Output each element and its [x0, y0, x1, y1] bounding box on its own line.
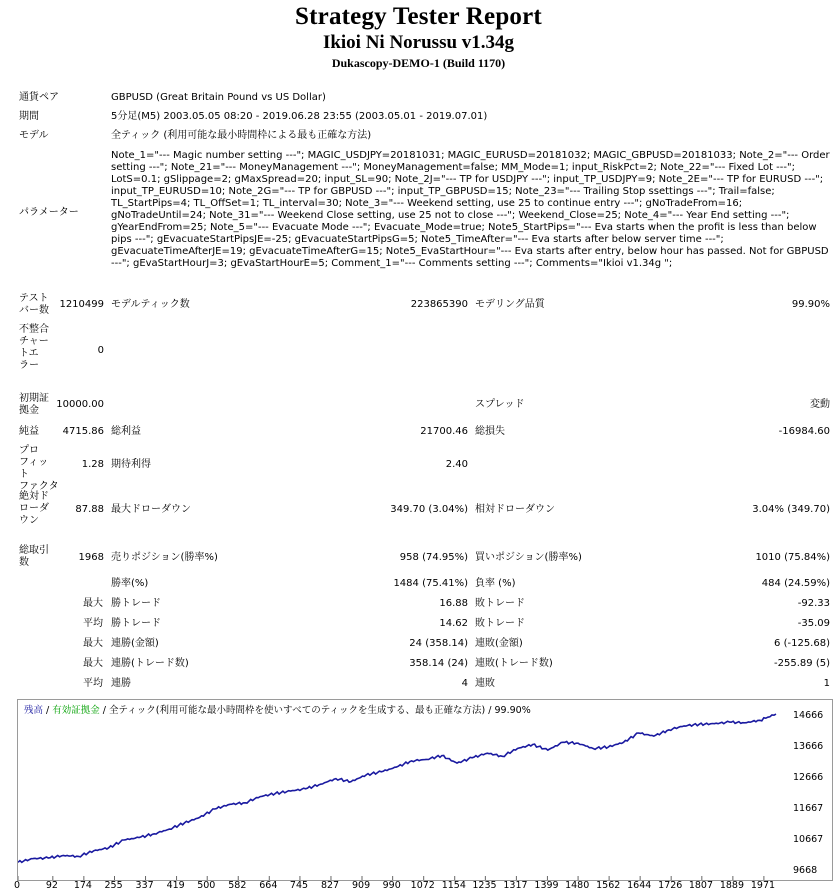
abs-drawdown-label: 絶対ド ローダ ウン — [19, 491, 49, 526]
largest-win-label: 勝トレード — [111, 598, 161, 609]
gross-loss-value: -16984.60 — [778, 426, 830, 437]
max-consec-cnt-label: 最大 — [83, 658, 103, 669]
y-tick-label: 13666 — [793, 741, 824, 752]
avg-consec-losses-label: 連敗 — [475, 678, 495, 689]
max-consec-amt-label: 最大 — [83, 638, 103, 649]
bars-label: テスト バー数 — [19, 293, 49, 316]
balance-chart — [17, 699, 833, 881]
gross-loss-label: 総損失 — [475, 426, 505, 437]
long-positions-label: 買いポジション(勝率%) — [475, 552, 582, 563]
period-value: 5分足(M5) 2003.05.05 08:20 - 2019.06.28 23:55 (2003.05.01 - 2019.07.01) — [111, 111, 488, 122]
x-tick-label: 500 — [197, 880, 216, 891]
average-consec-label: 平均 — [83, 678, 103, 689]
x-tick-label: 1399 — [534, 880, 559, 891]
gross-profit-label: 総利益 — [111, 426, 141, 437]
abs-drawdown-value: 87.88 — [75, 504, 104, 515]
mismatch-label: 不整合 チャー トエ ラー — [19, 324, 49, 371]
average-loss-label: 敗トレード — [475, 618, 525, 629]
rel-drawdown-value: 3.04% (349.70) — [752, 504, 830, 515]
spread-value: 変動 — [810, 399, 830, 410]
long-positions-value: 1010 (75.84%) — [755, 552, 830, 563]
x-tick-label: 174 — [73, 880, 92, 891]
y-tick-label: 12666 — [793, 772, 824, 784]
consec-losses-amt-label: 連敗(金額) — [475, 638, 523, 649]
x-tick-label: 1726 — [658, 880, 683, 891]
consec-losses-amt-value: 6 (-125.68) — [774, 638, 830, 649]
consec-wins-amt-value: 24 (358.14) — [409, 638, 468, 649]
params-label: パラメーター — [19, 207, 79, 218]
x-tick-label: 255 — [104, 880, 123, 891]
largest-loss-label: 敗トレード — [475, 598, 525, 609]
legend-quality: 99.90% — [494, 705, 531, 716]
average-win-label: 勝トレード — [111, 618, 161, 629]
consec-wins-amt-label: 連勝(金額) — [111, 638, 159, 649]
x-tick-label: 1072 — [410, 880, 435, 891]
x-tick-label: 337 — [135, 880, 154, 891]
average-win-value: 14.62 — [439, 618, 468, 629]
x-tick-label: 664 — [259, 880, 278, 891]
loss-pct-label: 負率 (%) — [475, 578, 516, 589]
x-tick-label: 1644 — [627, 880, 652, 891]
profit-factor-label: プロ フィッ ト ファクタ — [19, 445, 59, 492]
x-tick-label: 1889 — [719, 880, 745, 891]
quality-value: 99.90% — [791, 299, 830, 310]
legend-balance: 残高 — [24, 705, 44, 716]
x-tick-label: 745 — [289, 880, 309, 891]
average-loss-value: -35.09 — [797, 618, 830, 629]
deposit-label: 初期証 拠金 — [19, 393, 49, 416]
net-label: 純益 — [19, 426, 39, 437]
expected-payoff-label: 期待利得 — [111, 459, 151, 470]
largest-win-value: 16.88 — [439, 598, 468, 609]
ticks-value: 223865390 — [410, 299, 468, 310]
mismatch-value: 0 — [97, 345, 104, 356]
symbol-label: 通貨ペア — [19, 92, 59, 103]
win-pct-label: 勝率(%) — [111, 578, 149, 589]
params-value: Note_1="--- Magic number setting ---"; MAGIC_USDJPY=20181031; MAGIC_EURUSD=20181032; MAGIC_GBPUSD=20181033; Note_2="--- Order setting ---"; Note_21="--- MoneyManagement ---"; MoneyManagement=false; MM_Mode=1; input_RiskPct=2; Note_22="--- Fixed Lot ---"; LotS=0.1; gSlippage=2; gMaxSpread=20; input_SL=90; Note_2J="--- TP for USDJPY ---"; input_TP_USDJPY=9; Note_2E="--- TP for EURUSD ---"; input_TP_EURUSD=10; Note_2G="--- TP for GBPUSD ---"; input_TP_GBPUSD=15; Note_23="--- Trailing Stop ssettings ---"; Trail=false; TL_StartPips=4; TL_OffSet=1; TL_interval=30; Note_3="--- Weekend setting, use 25 to continue entry ---"; gNoTradeFrom=16; gNoTradeUntil=24; Note_31="--- Weekend Close setting, use 25 not to close ---"; Weekend_Close=25; Note_4="--- Year End setting ---"; gYearEndFrom=25; Note_5="--- Evacuate Mode ---"; Evacuate_Mode=true; Note5_StartPips="--- Eva starts when the profit is less than below pips ---"; gEvacuateStartPipsJE=-25; gEvacuateStartPipsG=5; Note5_TimeAfter="--- Eva starts after below server time ---"; gEvacuateTimeAfterJE=19; gEvacuateTimeAfterG=15; Note5_EvaStartHour="--- Eva starts after entry, below hour has passed. Not for GBPUSD ---"; gEvaStartHourJ=3; gEvaStartHourE=5; Comment_1="--- Comments setting ---"; Comments="Ikioi v1.34g "; — [111, 150, 830, 269]
x-tick-label: 909 — [351, 880, 371, 891]
loss-pct-value: 484 (24.59%) — [761, 578, 830, 589]
x-tick-label: 1971 — [750, 880, 776, 891]
x-tick-label: 419 — [166, 880, 185, 891]
x-tick-label: 827 — [320, 880, 340, 891]
expected-payoff-value: 2.40 — [445, 459, 468, 470]
x-tick-label: 92 — [45, 880, 58, 891]
x-tick-label: 0 — [14, 880, 21, 891]
y-tick-label: 11667 — [793, 803, 824, 814]
x-tick-label: 582 — [228, 880, 247, 891]
total-trades-label: 総取引 数 — [19, 545, 49, 568]
short-positions-label: 売りポジション(勝率%) — [111, 552, 218, 563]
legend-separator: / — [43, 705, 53, 716]
max-drawdown-value: 349.70 (3.04%) — [390, 504, 468, 515]
consec-wins-cnt-label: 連勝(トレード数) — [111, 658, 189, 669]
average-label: 平均 — [83, 618, 103, 629]
consec-wins-cnt-value: 358.14 (24) — [409, 658, 468, 669]
net-value: 4715.86 — [62, 426, 104, 437]
expert-name: Ikioi Ni Norussu v1.34g — [322, 32, 515, 53]
gross-profit-value: 21700.46 — [420, 426, 468, 437]
rel-drawdown-label: 相対ドローダウン — [475, 504, 555, 515]
x-tick-label: 1480 — [565, 880, 590, 891]
legend-equity: 有効証拠金 — [52, 705, 100, 716]
bars-value: 1210499 — [59, 299, 104, 310]
quality-label: モデリング品質 — [475, 299, 545, 310]
balance-series-line — [18, 714, 776, 862]
model-label: モデル — [19, 130, 49, 141]
report-title: Strategy Tester Report — [295, 3, 542, 30]
y-tick-label: 9668 — [793, 865, 818, 876]
avg-consec-losses-value: 1 — [823, 678, 830, 689]
spread-label: スプレッド — [475, 399, 525, 410]
avg-consec-wins-label: 連勝 — [111, 678, 131, 689]
ticks-label: モデルティック数 — [111, 299, 190, 310]
short-positions-value: 958 (74.95%) — [399, 552, 468, 563]
x-tick-label: 990 — [382, 880, 401, 891]
symbol-value: GBPUSD (Great Britain Pound vs US Dollar) — [111, 92, 326, 103]
y-tick-label: 10667 — [793, 834, 824, 846]
consec-losses-cnt-label: 連敗(トレード数) — [475, 658, 553, 669]
y-tick-label: 14666 — [793, 710, 824, 721]
legend-separator: / — [99, 705, 110, 716]
chart-plot — [18, 700, 832, 880]
largest-label: 最大 — [83, 598, 103, 609]
x-tick-label: 1154 — [441, 880, 466, 891]
avg-consec-wins-value: 4 — [461, 678, 468, 689]
server-name: Dukascopy-DEMO-1 (Build 1170) — [331, 56, 506, 70]
x-tick-label: 1807 — [688, 880, 713, 891]
profit-factor-value: 1.28 — [81, 459, 104, 470]
x-tick-label: 1562 — [596, 880, 621, 891]
legend-separator: / — [485, 705, 495, 716]
x-tick-label: 1235 — [472, 880, 497, 891]
consec-losses-cnt-value: -255.89 (5) — [774, 658, 830, 669]
win-pct-value: 1484 (75.41%) — [393, 578, 468, 589]
largest-loss-value: -92.33 — [797, 598, 830, 609]
total-trades-value: 1968 — [78, 552, 104, 563]
legend-model: 全ティック(利用可能な最小時間枠を使いすべてのティックを生成する、最も正確な方法) — [109, 705, 486, 716]
deposit-value: 10000.00 — [56, 399, 104, 410]
period-label: 期間 — [19, 111, 39, 122]
x-tick-label: 1317 — [503, 880, 528, 891]
max-drawdown-label: 最大ドローダウン — [111, 504, 191, 515]
model-value: 全ティック (利用可能な最小時間枠による最も正確な方法) — [111, 130, 372, 141]
